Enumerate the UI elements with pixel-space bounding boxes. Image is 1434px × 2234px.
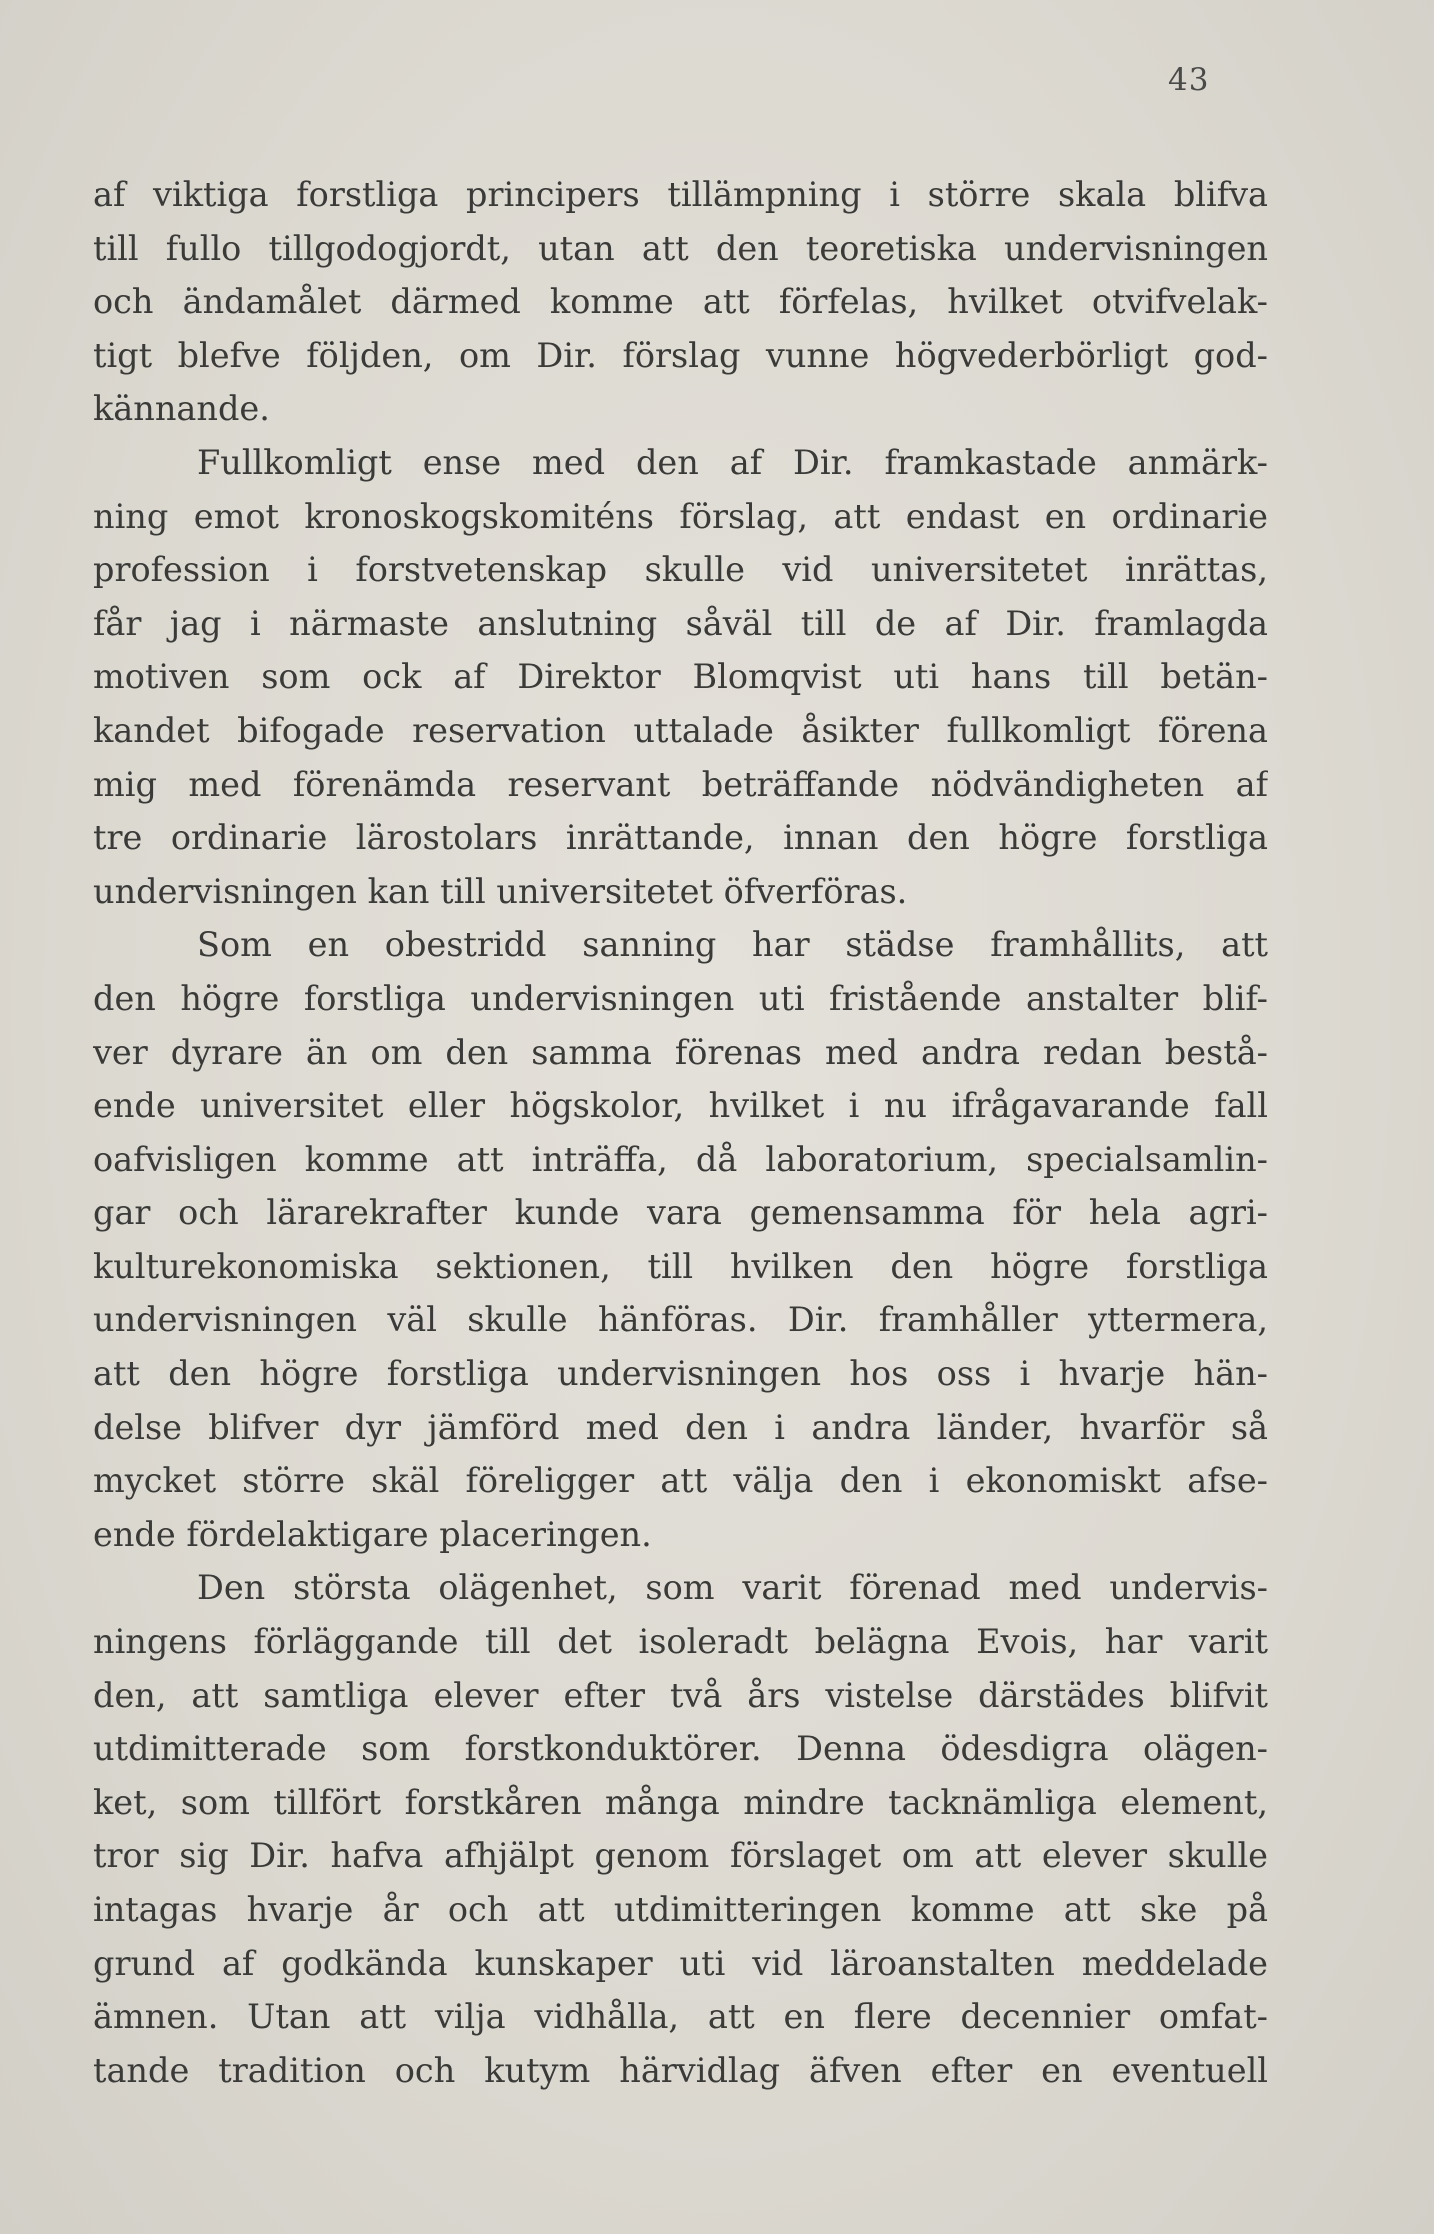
- text-line: ämnen. Utan att vilja vidhålla, att en flere decennier omfat-: [93, 1997, 1268, 2037]
- text-line: mig med förenämda reservant beträffande nödvändigheten af: [93, 764, 1268, 804]
- text-line: ver dyrare än om den samma förenas med andra redan bestå-: [93, 1032, 1268, 1072]
- body-text: [93, 168, 1268, 2097]
- text-line: Fullkomligt ense med den af Dir. framkastade anmärk-: [197, 442, 1268, 482]
- text-line: delse blifver dyr jämförd med den i andra länder, hvarför så: [93, 1407, 1268, 1447]
- text-line: tror sig Dir. hafva afhjälpt genom förslaget om att elever skulle: [93, 1836, 1268, 1876]
- text-line: mycket större skäl föreligger att välja den i ekonomiskt afse-: [93, 1461, 1268, 1501]
- text-line: den högre forstliga undervisningen uti fristående anstalter blif-: [93, 978, 1268, 1018]
- text-line: profession i forstvetenskap skulle vid universitetet inrättas,: [93, 550, 1268, 590]
- text-line: undervisningen kan till universitetet öfverföras.: [93, 871, 908, 911]
- text-line: kandet bifogade reservation uttalade åsikter fullkomligt förena: [93, 710, 1268, 750]
- text-line: tre ordinarie lärostolars inrättande, innan den högre forstliga: [93, 818, 1268, 858]
- text-line: oafvisligen komme att inträffa, då laboratorium, specialsamlin-: [93, 1139, 1268, 1179]
- text-line: kännande.: [93, 389, 270, 429]
- text-line: tande tradition och kutym härvidlag äfven efter en eventuell: [93, 2050, 1268, 2090]
- text-line: utdimitterade som forstkonduktörer. Denna ödesdigra olägen-: [93, 1729, 1268, 1769]
- text-line: tigt blefve följden, om Dir. förslag vunne högvederbörligt god-: [93, 335, 1268, 375]
- page-number: 43: [1168, 62, 1210, 98]
- text-line: ning emot kronoskogskomiténs förslag, att endast en ordinarie: [93, 496, 1268, 536]
- text-line: och ändamålet därmed komme att förfelas, hvilket otvifvelak-: [93, 282, 1268, 322]
- paragraph: [93, 1561, 1268, 2097]
- text-line: kulturekonomiska sektionen, till hvilken den högre forstliga: [93, 1246, 1268, 1286]
- text-line: ningens förläggande till det isoleradt belägna Evois, har varit: [93, 1622, 1268, 1662]
- text-line: ende fördelaktigare placeringen.: [93, 1514, 652, 1554]
- text-line: af viktiga forstliga principers tillämpning i större skala blifva: [93, 175, 1268, 214]
- text-line: ket, som tillfört forstkåren många mindre tacknämliga element,: [93, 1782, 1268, 1822]
- text-line: får jag i närmaste anslutning såväl till de af Dir. framlagda: [93, 603, 1268, 643]
- text-line: motiven som ock af Direktor Blomqvist uti hans till betän-: [93, 657, 1268, 697]
- text-line: den, att samtliga elever efter två års vistelse därstädes blifvit: [93, 1675, 1268, 1715]
- text-line: att den högre forstliga undervisningen hos oss i hvarje hän-: [93, 1354, 1268, 1394]
- text-line: gar och lärarekrafter kunde vara gemensamma för hela agri-: [93, 1193, 1268, 1233]
- text-line: undervisningen väl skulle hänföras. Dir. framhåller yttermera,: [93, 1300, 1268, 1340]
- paragraph: [93, 436, 1268, 918]
- text-line: intagas hvarje år och att utdimitteringen komme att ske på: [93, 1890, 1268, 1929]
- text-line: grund af godkända kunskaper uti vid läroanstalten meddelade: [93, 1943, 1268, 1983]
- paragraph: [93, 918, 1268, 1561]
- text-line: Den största olägenhet, som varit förenad med undervis-: [197, 1568, 1268, 1608]
- paragraph: [93, 168, 1268, 436]
- text-line: Som en obestridd sanning har städse framhållits, att: [197, 925, 1268, 965]
- text-line: ende universitet eller högskolor, hvilket i nu ifrågavarande fall: [93, 1086, 1268, 1126]
- text-line: till fullo tillgodogjordt, utan att den teoretiska undervisningen: [93, 228, 1268, 268]
